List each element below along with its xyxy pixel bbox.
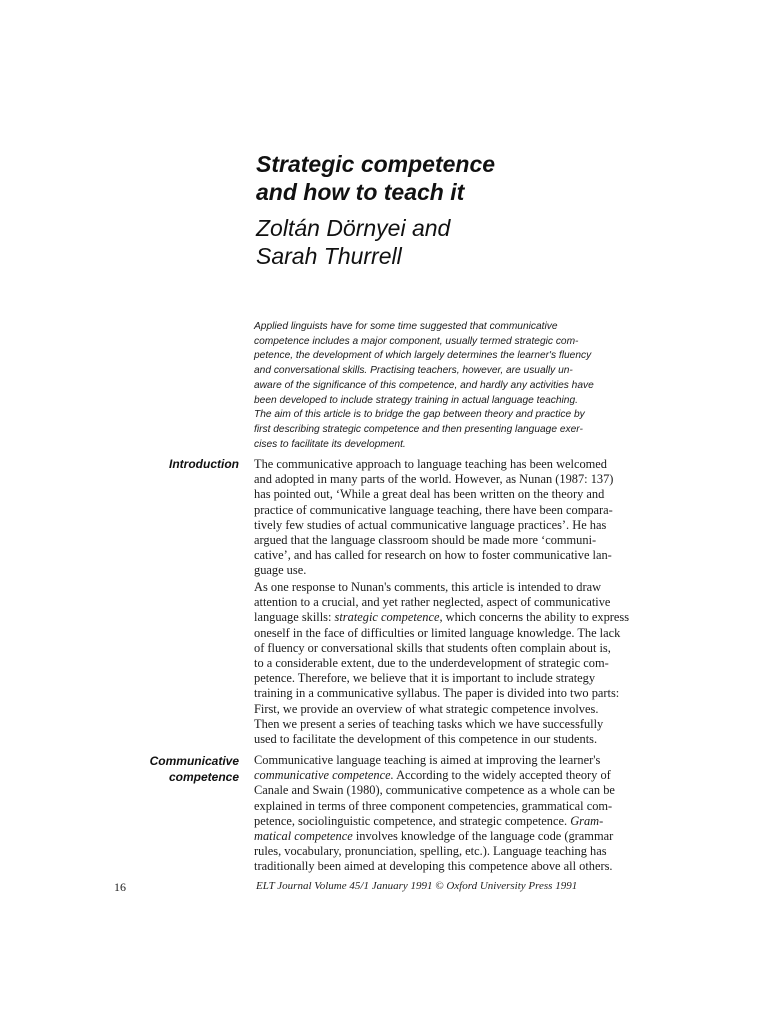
body-line: Then we present a series of teaching tasks which we have successfully	[254, 716, 604, 731]
body-line: to a considerable extent, due to the underdevelopment of strategic com-	[254, 656, 609, 671]
body-line: attention to a crucial, and yet rather neglected, aspect of communicative	[254, 595, 611, 610]
body-line: and adopted in many parts of the world. However, as Nunan (1987: 137)	[254, 472, 614, 487]
article-authors	[256, 214, 696, 270]
body-line: petence. Therefore, we believe that it is important to include strategy	[254, 671, 596, 686]
introduction-paragraph-2	[254, 580, 654, 747]
body-line	[254, 610, 654, 625]
body-line: argued that the language classroom should be made more ‘communi-	[254, 533, 597, 548]
emphasized-term: communicative competence.	[254, 768, 394, 783]
section-heading-text: Introduction	[169, 457, 239, 471]
body-line: traditionally been aimed at developing this competence above all others.	[254, 859, 613, 874]
author-line: Zoltán Dörnyei and	[256, 215, 451, 241]
body-line: oneself in the face of difficulties or limited language knowledge. The lack	[254, 625, 621, 640]
abstract-line: been developed to include strategy training in actual language teaching.	[254, 394, 578, 406]
emphasized-term: strategic competence,	[334, 610, 443, 625]
body-line: practice of communicative language teaching, there have been compara-	[254, 502, 613, 517]
abstract-line: Applied linguists have for some time suggested that communicative	[254, 321, 558, 332]
abstract	[254, 320, 654, 452]
body-text: language skills:	[254, 610, 335, 625]
body-line: tively few studies of actual communicative language practices’. He has	[254, 517, 607, 532]
page-number: 16	[114, 880, 126, 894]
section-heading-text: competence	[168, 770, 239, 784]
body-line: First, we provide an overview of what strategic competence involves.	[254, 701, 599, 716]
article-title	[256, 150, 696, 206]
emphasized-term: matical competence	[254, 829, 353, 844]
body-line: used to facilitate the development of this competence in our students.	[254, 732, 598, 747]
body-line: explained in terms of three component competencies, grammatical com-	[254, 798, 613, 813]
body-text: which concerns the ability to express	[442, 610, 630, 625]
author-line: Sarah Thurrell	[256, 243, 402, 269]
body-line: Communicative language teaching is aimed at improving the learner's	[254, 753, 601, 767]
body-line: cative’, and has called for research on how to foster communicative lan-	[254, 548, 612, 563]
title-line: Strategic competence	[256, 151, 496, 177]
section-heading-introduction	[100, 456, 239, 472]
introduction-paragraph-1	[254, 457, 654, 579]
body-line: has pointed out, ‘While a great deal has been written on the theory and	[254, 487, 605, 502]
body-line	[254, 829, 654, 844]
body-line: training in a communicative syllabus. The paper is divided into two parts:	[254, 686, 620, 701]
body-text: involves knowledge of the language code (grammar	[352, 829, 614, 844]
body-line: Canale and Swain (1980), communicative competence as a whole can be	[254, 783, 615, 798]
section-heading-communicative-competence	[100, 753, 239, 785]
body-line: guage use.	[254, 563, 307, 578]
body-line	[254, 814, 654, 829]
body-line	[254, 768, 654, 783]
body-line: rules, vocabulary, pronunciation, spelling, etc.). Language teaching has	[254, 844, 607, 859]
body-text: petence, sociolinguistic competence, and strategic competence.	[254, 813, 571, 828]
abstract-line: The aim of this article is to bridge the gap between theory and practice by	[254, 409, 585, 421]
body-line: of fluency or conversational skills that students often complain about is,	[254, 640, 611, 655]
abstract-line: first describing strategic competence and then presenting language exer-	[254, 423, 583, 435]
abstract-line: petence, the development of which largely determines the learner's fluency	[254, 350, 592, 362]
section-heading-text: Communicative	[149, 754, 239, 768]
body-text: According to the widely accepted theory of	[393, 768, 611, 783]
emphasized-term: Gram-	[570, 813, 604, 828]
abstract-line: and conversational skills. Practising teachers, however, are usually un-	[254, 365, 573, 377]
title-line: and how to teach it	[256, 179, 465, 205]
communicative-competence-paragraph	[254, 753, 654, 875]
body-line: The communicative approach to language teaching has been welcomed	[254, 457, 607, 471]
abstract-line: competence includes a major component, usually termed strategic com-	[254, 335, 579, 347]
journal-citation: ELT Journal Volume 45/1 January 1991 © Oxford University Press 1991	[256, 880, 578, 892]
body-line: As one response to Nunan's comments, this article is intended to draw	[254, 580, 602, 594]
abstract-line: aware of the significance of this competence, and hardly any activities have	[254, 379, 594, 391]
abstract-line: cises to facilitate its development.	[254, 438, 406, 450]
